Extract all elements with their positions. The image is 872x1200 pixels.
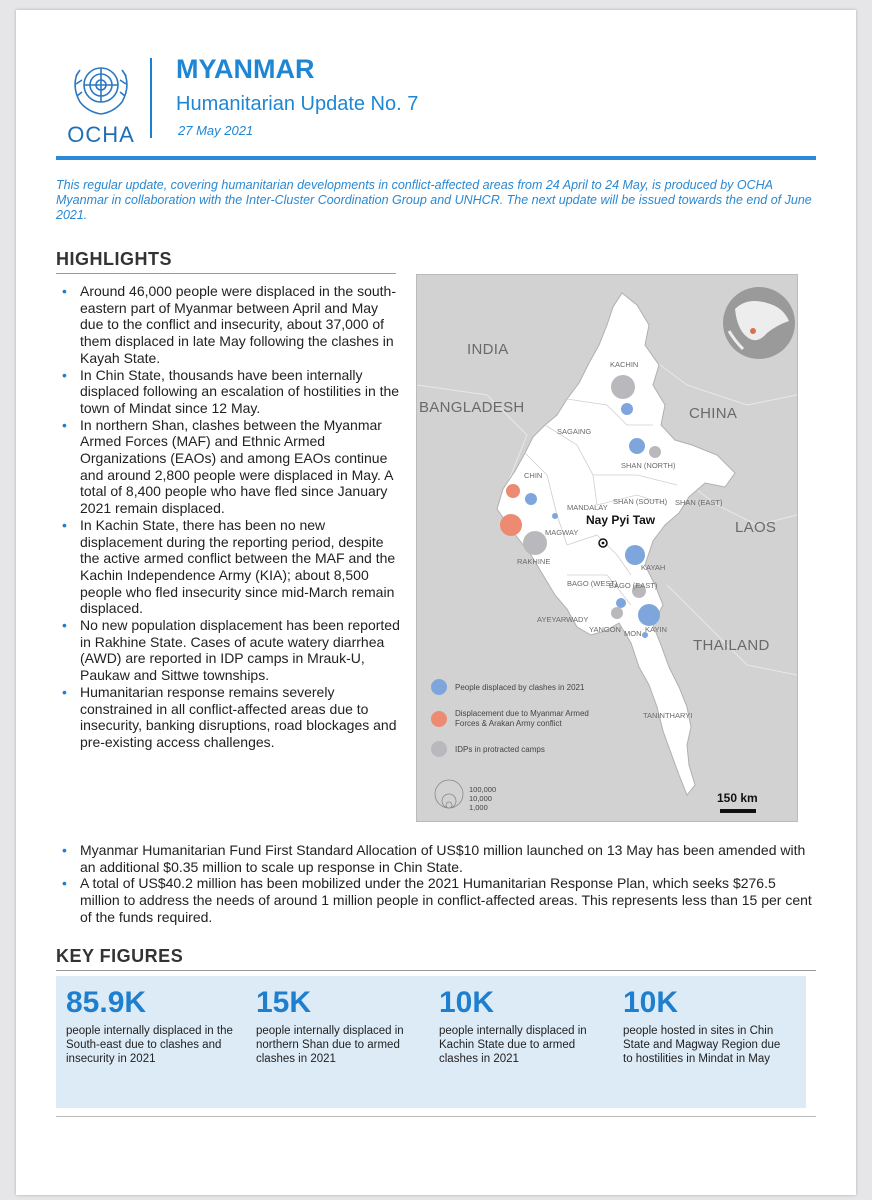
circle-size-legend (435, 780, 463, 808)
country-label: INDIA (467, 341, 509, 358)
key-figure-value: 85.9K (66, 986, 147, 1019)
key-figures-heading: KEY FIGURES (56, 946, 184, 966)
state-label: KAYIN (645, 625, 667, 634)
highlight-item: • In Kachin State, there has been no new displacement during the reporting period, despite the active armed conflict between the MAF and the Kachin Independence Army (KIA); about 8,500 people who fled insecurity since mid-March remain displaced. (56, 517, 402, 617)
map-marker (629, 438, 645, 454)
displacement-map (416, 274, 798, 822)
logo-text: OCHA (67, 122, 135, 147)
state-label: MON (624, 629, 642, 638)
key-figure-desc: people internally displaced in the South-east due to clashes and insecurity in 2021 (66, 1025, 233, 1065)
header-divider (150, 58, 152, 138)
state-label: BAGO (WEST) (567, 579, 618, 588)
highlight-item: • Humanitarian response remains severely constrained in all conflict-affected areas due to insecurity, banking disruptions, road blockages and pre-existing access challenges. (56, 684, 402, 751)
header-rule (56, 156, 816, 160)
report-page (16, 10, 856, 1195)
intro-text: This regular update, covering humanitarian developments in conflict-affected areas from 24 April to 24 May, is produced by OCHA Myanmar in collaboration with the Inter-Cluster Coordination Group and UNHCR. The next update will be issued towards the end of June 2021. (56, 178, 812, 222)
scale-label: 150 km (717, 791, 758, 805)
legend-swatch (431, 741, 447, 757)
state-label: SAGAING (557, 427, 592, 436)
country-label: THAILAND (693, 637, 770, 654)
legend-label: People displaced by clashes in 2021 (455, 683, 585, 692)
map-marker (500, 514, 522, 536)
key-figure-value: 10K (623, 986, 679, 1019)
map-marker (625, 545, 645, 565)
key-figure (256, 982, 426, 1066)
key-figure-desc: people hosted in sites in Chin State and Magway Region due to hostilities in Mindat in May (623, 1025, 781, 1065)
state-label: SHAN (SOUTH) (613, 497, 668, 506)
map-marker (525, 493, 537, 505)
key-figures-panel (56, 976, 806, 1108)
state-label: YANGON (589, 625, 621, 634)
bottom-rule (56, 1116, 816, 1117)
key-figure-value: 10K (439, 986, 495, 1019)
ocha-logo (56, 54, 146, 148)
key-figures-rule (56, 970, 816, 971)
state-label: RAKHINE (517, 557, 551, 566)
map-marker (611, 607, 623, 619)
highlight-item: • A total of US$40.2 million has been mobilized under the 2021 Humanitarian Response Plan, which seeks $276.5 million to address the needs of around 1 million people in conflict-affected areas. This represents less than 15 per cent of the funds required. (56, 875, 816, 925)
circle-size-label: 1,000 (469, 803, 488, 812)
legend-label: Displacement due to Myanmar Armed Forces & Arakan Army conflict (455, 709, 589, 728)
highlights-heading: HIGHLIGHTS (56, 249, 172, 269)
map-marker (638, 604, 660, 626)
country-label: BANGLADESH (419, 399, 525, 416)
page-title: MYANMAR (176, 54, 315, 84)
state-label: TANINTHARYI (643, 711, 693, 720)
map-marker (616, 598, 626, 608)
map-marker (506, 484, 520, 498)
map-marker (649, 446, 661, 458)
un-emblem-icon (68, 54, 134, 120)
map-marker (611, 375, 635, 399)
state-label: MANDALAY (567, 503, 608, 512)
key-figure (623, 982, 793, 1066)
legend-swatch (431, 679, 447, 695)
key-figure-desc: people internally displaced in northern Shan due to armed clashes in 2021 (256, 1025, 404, 1065)
circle-size-label: 10,000 (469, 794, 492, 803)
legend-label: IDPs in protracted camps (455, 745, 545, 754)
key-figure (66, 982, 236, 1066)
state-label: SHAN (EAST) (675, 498, 723, 507)
country-label: CHINA (689, 405, 738, 422)
page-subtitle: Humanitarian Update No. 7 (176, 93, 419, 115)
state-label: BAGO (EAST) (609, 581, 658, 590)
highlights-list-wide (56, 842, 816, 926)
highlights-list (56, 283, 402, 751)
highlights-rule (56, 273, 396, 274)
circle-size-label: 100,000 (469, 785, 497, 794)
key-figure (439, 982, 609, 1066)
state-label: KACHIN (610, 360, 639, 369)
report-date: 27 May 2021 (178, 123, 254, 138)
key-figure-value: 15K (256, 986, 312, 1019)
country-label: LAOS (735, 519, 777, 536)
state-label: KAYAH (641, 563, 666, 572)
highlight-item: • No new population displacement has been reported in Rakhine State. Cases of acute watery diarrhea (AWD) are reported in IDP camps in Mrauk-U, Paukaw and Sittwe townships. (56, 617, 402, 684)
highlight-item: • In northern Shan, clashes between the Myanmar Armed Forces (MAF) and Ethnic Armed Organizations (EAOs) and among EAOs continue and around 2,800 people were displaced in May. A total of 8,400 people who have fled since January 2021 remain displaced. (56, 417, 402, 517)
highlight-item: • Myanmar Humanitarian Fund First Standard Allocation of US$10 million launched on 13 May has been amended with an additional $0.35 million to scale up response in Chin State. (56, 842, 816, 875)
map-marker (552, 513, 558, 519)
key-figure-desc: people internally displaced in Kachin State due to armed clashes in 2021 (439, 1025, 587, 1065)
map-marker (523, 531, 547, 555)
scale-bar (720, 809, 756, 813)
capital-label: Nay Pyi Taw (586, 513, 656, 527)
highlight-item: • In Chin State, thousands have been internally displaced following an escalation of hostilities in the town of Mindat since 12 May. (56, 367, 402, 417)
globe-inset-icon (723, 287, 795, 359)
state-label: CHIN (524, 471, 543, 480)
state-label: MAGWAY (545, 528, 579, 537)
capital-icon (599, 539, 607, 547)
state-label: AYEYARWADY (537, 615, 589, 624)
legend-swatch (431, 711, 447, 727)
highlight-item: • Around 46,000 people were displaced in the south-eastern part of Myanmar between April and May due to the conflict and insecurity, about 37,000 of them displaced in late May following the clashes in Kayah State. (56, 283, 402, 367)
map-marker (621, 403, 633, 415)
state-label: SHAN (NORTH) (621, 461, 676, 470)
